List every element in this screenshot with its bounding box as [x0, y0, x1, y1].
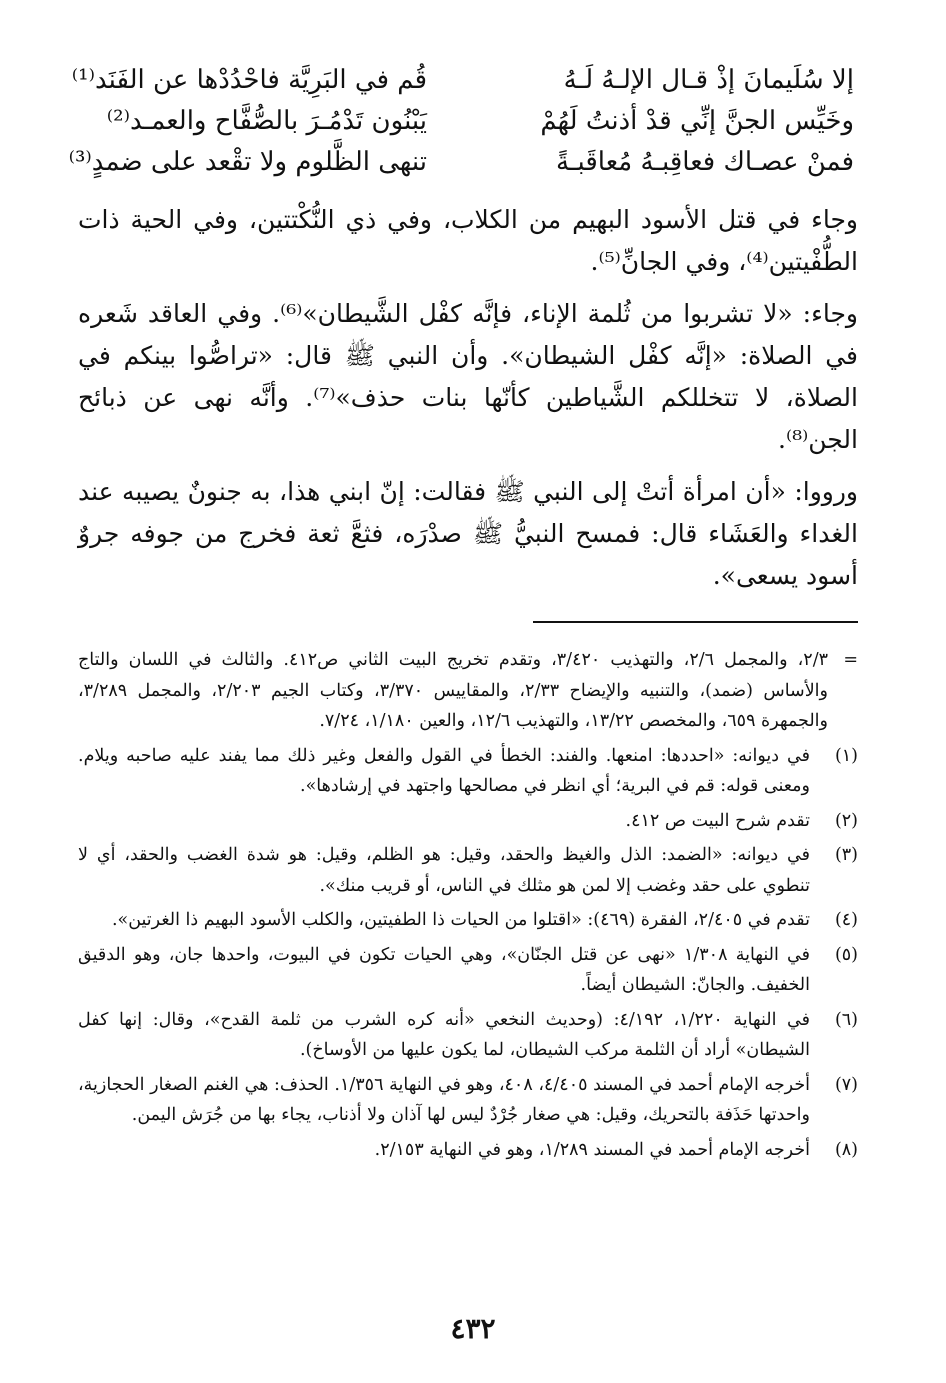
footnote: [78, 905, 858, 936]
footnote-number: (٥): [834, 944, 858, 965]
body-paragraph: وجاء في قتل الأسود البهيم من الكلاب، وفي ذي النُّكْتتين، وفي الحية ذات الطُّفْيتين⁽⁴⁾، وفي الجانِّ⁽⁵⁾.: [78, 205, 858, 276]
verse-first-hemistich: وخَيِّس الجنَّ إنِّي قدْ أذنتُ لَهُمْ: [540, 106, 854, 136]
footnote-number: (٢): [834, 810, 858, 831]
footnote-marker: =: [843, 650, 858, 670]
footnote-text: تقدم في ٢/٤٠٥، الفقرة (٤٦٩): «اقتلوا من الحيات ذا الطفيتين، والكلب الأسود البهيم ذا الغرتين».: [111, 910, 810, 930]
footnote-number: (٧): [834, 1074, 858, 1095]
page-body: [68, 60, 858, 1169]
verse-line: [78, 101, 858, 142]
footnote: [78, 940, 858, 1001]
verse-line: [68, 142, 858, 183]
footnote-text: في ديوانه: «احددها: امنعها. والفند: الخطأ في القول والفعل وغير ذلك مما يفند عليه صاحبه ويلام. ومعنى قوله: قم في البرية؛ أي انظر في مصالحها واجتهد في إرشادها».: [78, 745, 810, 796]
footnote-text: في النهاية ١/٢٢٠، ٤/١٩٢: (وحديث النخعي «أنه كره الشرب من ثلمة القدح»، وقال: إنها كفل الشيطان» أراد أن الثلمة مركب الشيطان، لما يكون عليها من الأوساخ).: [78, 1009, 810, 1060]
footnote-text: في النهاية ١/٣٠٨ «نهى عن قتل الجنّان»، وهي الحيات تكون في البيوت، واحدها جان، وهو الدقيق الخفيف. والجانّ: الشيطان أيضاً.: [78, 944, 810, 995]
footnote: [78, 1135, 858, 1166]
footnote-number: (٦): [834, 1009, 858, 1030]
page-number: ٤٣٢: [450, 1312, 496, 1345]
footnote: [78, 1005, 858, 1066]
footnote-text: ٢/٣، والمجمل ٢/٦، والتهذيب ٣/٤٢٠، وتقدم تخريج البيت الثاني ص٤١٢. والثالث في اللسان والتاج والأساس (ضمد)، والتنبيه والإيضاح ٢/٣٣، والمقاييس ٣/٣٧٠، وكتاب الجيم ٢/٢٠٣، والمجمل ٣/٢٨٩، والجمهرة ٦٥٩، والمخصص ١٣/٢٢، والتهذيب ١٢/٦، والعين ١/١٨٠، ٧/٢٤.: [78, 650, 828, 731]
body-paragraph: ورووا: «أن امرأة أتتْ إلى النبي ﷺ فقالت: إنّ ابني هذا، به جنونٌ يصيبه عند الغداء والعَشَاء قال: فمسح النبيُّ ﷺ صدْرَه، فثعَّ ثعة فخرج من جوفه جروٌ أسود يسعى».: [78, 477, 858, 590]
verse-first-hemistich: فمنْ عصـاك فعاقِبـهُ مُعاقَبـةً: [555, 147, 854, 177]
footnote: [78, 741, 858, 802]
poem-verses: [68, 60, 858, 183]
verse-second-hemistich: تنهى الظَّلوم ولا تقْعد على ضمدٍ⁽³⁾: [68, 147, 427, 177]
body-paragraph: وجاء: «لا تشربوا من ثُلمة الإناء، فإنَّه كفْل الشَّيطان»⁽⁶⁾. وفي العاقد شَعره في الصلاة: «إنَّه كفْل الشيطان». وأن النبي ﷺ قال: «تراصُّوا بينكم في الصلاة، لا تتخللكم الشَّياطين كأنّها بنات حذف»⁽⁷⁾. وأنَّه نهى عن ذبائح الجن⁽⁸⁾.: [78, 299, 858, 454]
verse-first-hemistich: إلا سُلَيمانَ إذْ قـال الإلـهُ لَـهُ: [563, 65, 854, 95]
footnotes: [78, 645, 858, 1165]
footnote-text: تقدم شرح البيت ص ٤١٢.: [625, 810, 810, 831]
footnote-number: (٣): [834, 845, 858, 865]
footnote: [78, 806, 858, 837]
verse-line: [71, 60, 858, 101]
footnote-text: أخرجه الإمام أحمد في المسند ١/٢٨٩، وهو في النهاية ٢/١٥٣.: [374, 1139, 810, 1160]
footnote-number: (١): [834, 745, 858, 766]
footnote-text: في ديوانه: «الضمد: الذل والغيظ والحقد، وقيل: هو الظلم، وقيل: هو شدة الغضب والحقد، أي لا تنطوي على حقد وغضب إلا لمن هو مثلك في الناس، أو قريب منك».: [78, 845, 810, 896]
verse-second-hemistich: يَبْنُون تَدْمُـرَ بالصُّفَّاح والعمـد⁽²⁾: [106, 106, 427, 136]
footnote-continuation: [78, 645, 858, 737]
footnote-number: (٨): [834, 1139, 858, 1160]
footnote-text: أخرجه الإمام أحمد في المسند ٤/٤٠٥، ٤٠٨، وهو في النهاية ١/٣٥٦. الحذف: هي الغنم الصغار الحجازية، واحدتها حَذَفة بالتحريك، وقيل: هي صغار جُرْدٌ ليس لها آذان ولا أذناب، يجاء بها من جُرَش اليمن.: [78, 1074, 810, 1125]
footnote-number: (٤): [834, 910, 858, 930]
footnote-separator: [533, 621, 858, 623]
footnote: [78, 840, 858, 901]
footnote: [78, 1070, 858, 1131]
verse-second-hemistich: قُم في البَرِيَّة فاحْدُدْها عن الفَنَد⁽¹⁾: [71, 65, 427, 95]
